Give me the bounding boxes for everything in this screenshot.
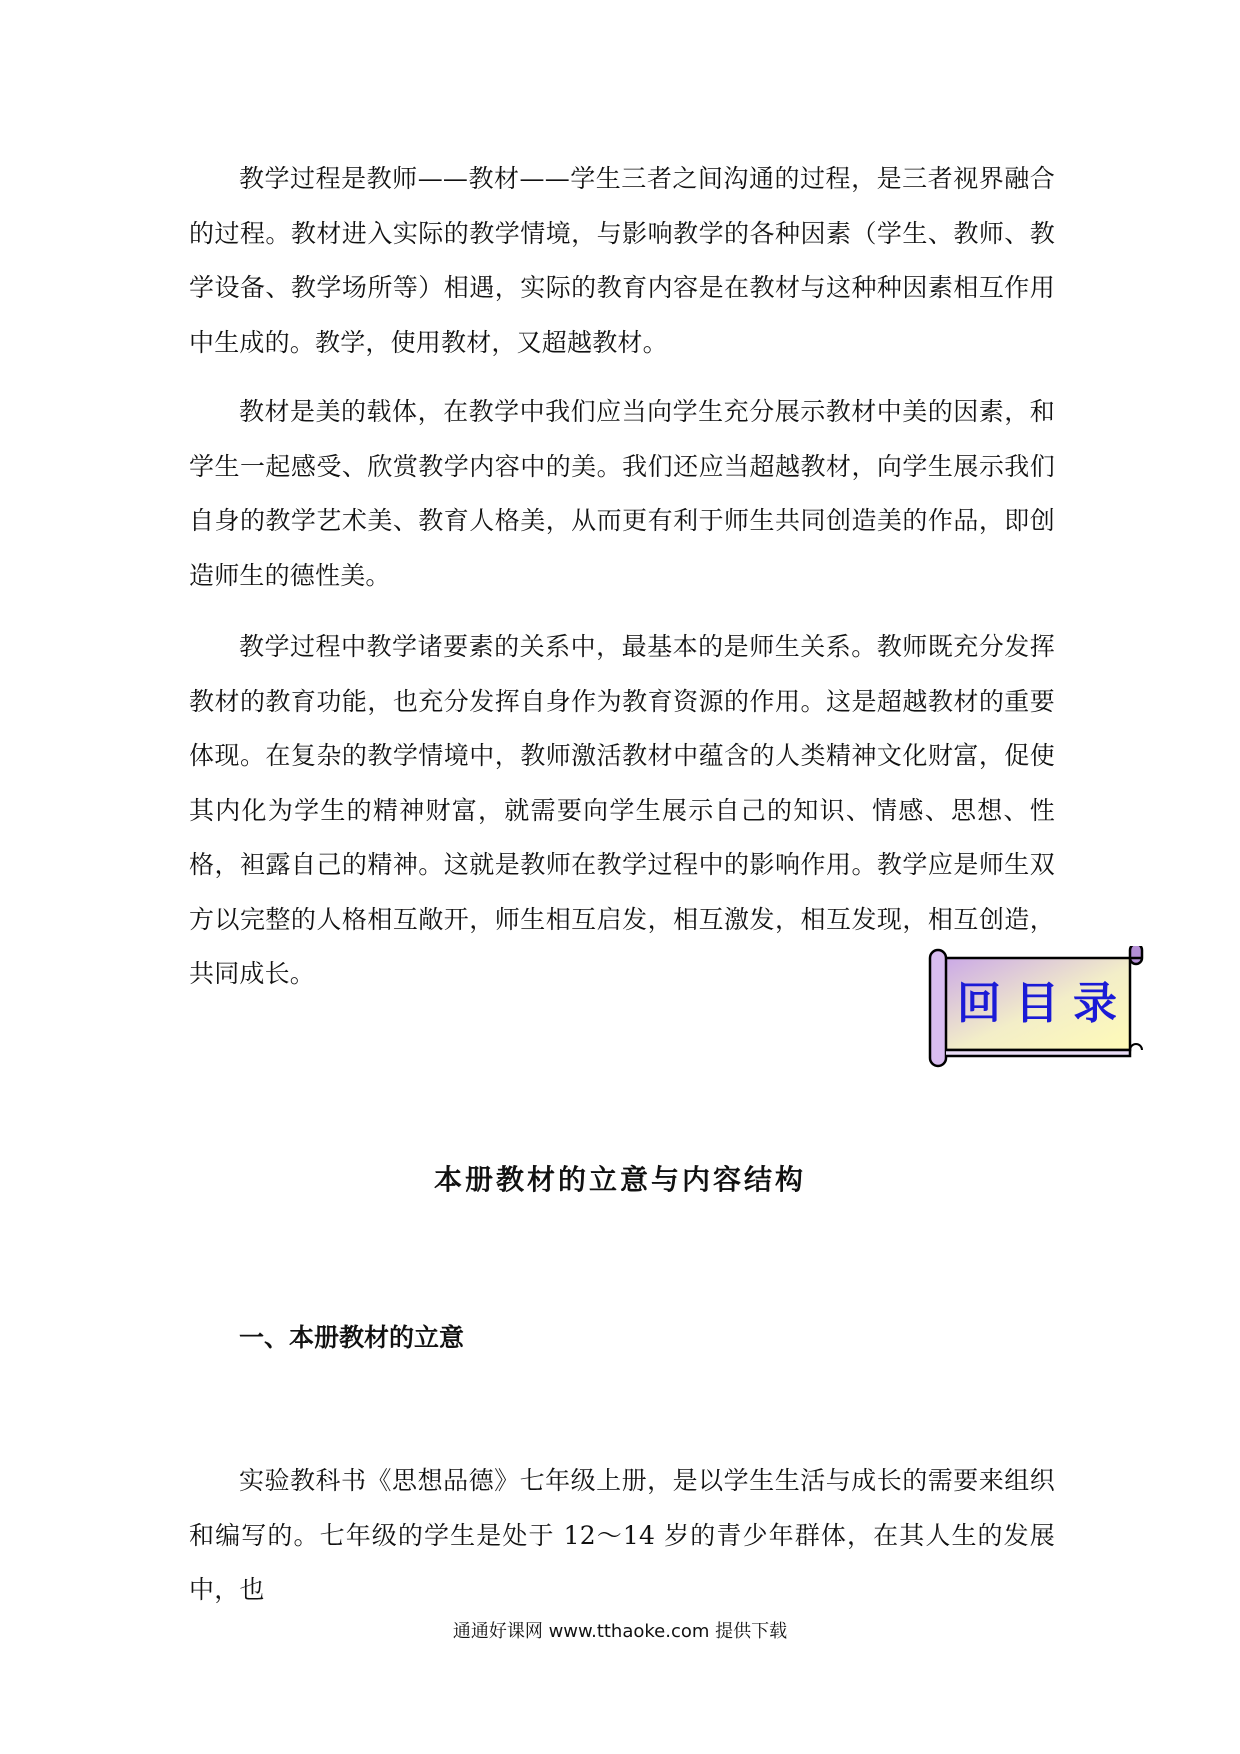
paragraph-2: 教材是美的载体，在教学中我们应当向学生充分展示教材中美的因素，和学生一起感受、欣赏教学内容中的美。我们还应当超越教材，向学生展示我们自身的教学艺术美、教育人格美，从而更有利于师生共同创造美的作品，即创造师生的德性美。 bbox=[189, 397, 1055, 590]
back-to-toc-label: 回目录 bbox=[957, 978, 1131, 1029]
section-title: 本册教材的立意与内容结构 bbox=[433, 1163, 806, 1196]
back-to-toc-button[interactable] bbox=[924, 946, 1149, 1068]
paragraph-3: 教学过程中教学诸要素的关系中，最基本的是师生关系。教师既充分发挥教材的教育功能，也充分发挥自身作为教育资源的作用。这是超越教材的重要体现。在复杂的教学情境中，教师激活教材中蕴含的人类精神文化财富，促使其内化为学生的精神财富，就需要向学生展示自己的知识、情感、思想、性格，袒露自己的精神。这就是教师在教学过程中的影响作用。教学应是师生双方以完整的人格相互敞开，师生相互启发，相互激发，相互发现，相互创造，共同成长。 bbox=[189, 632, 1055, 988]
paragraph-4: 实验教科书《思想品德》七年级上册，是以学生生活与成长的需要来组织和编写的。七年级的学生是处于 12～14 岁的青少年群体，在其人生的发展中，也 bbox=[189, 1466, 1055, 1604]
paragraph-1: 教学过程是教师——教材——学生三者之间沟通的过程，是三者视界融合的过程。教材进入实际的教学情境，与影响教学的各种因素（学生、教师、教学设备、教学场所等）相遇，实际的教育内容是在教材与这种种因素相互作用中生成的。教学，使用教材，又超越教材。 bbox=[189, 164, 1055, 357]
page-footer: 通通好课网 www.tthaoke.com 提供下载 bbox=[452, 1621, 788, 1642]
subsection-title: 一、本册教材的立意 bbox=[239, 1323, 465, 1352]
